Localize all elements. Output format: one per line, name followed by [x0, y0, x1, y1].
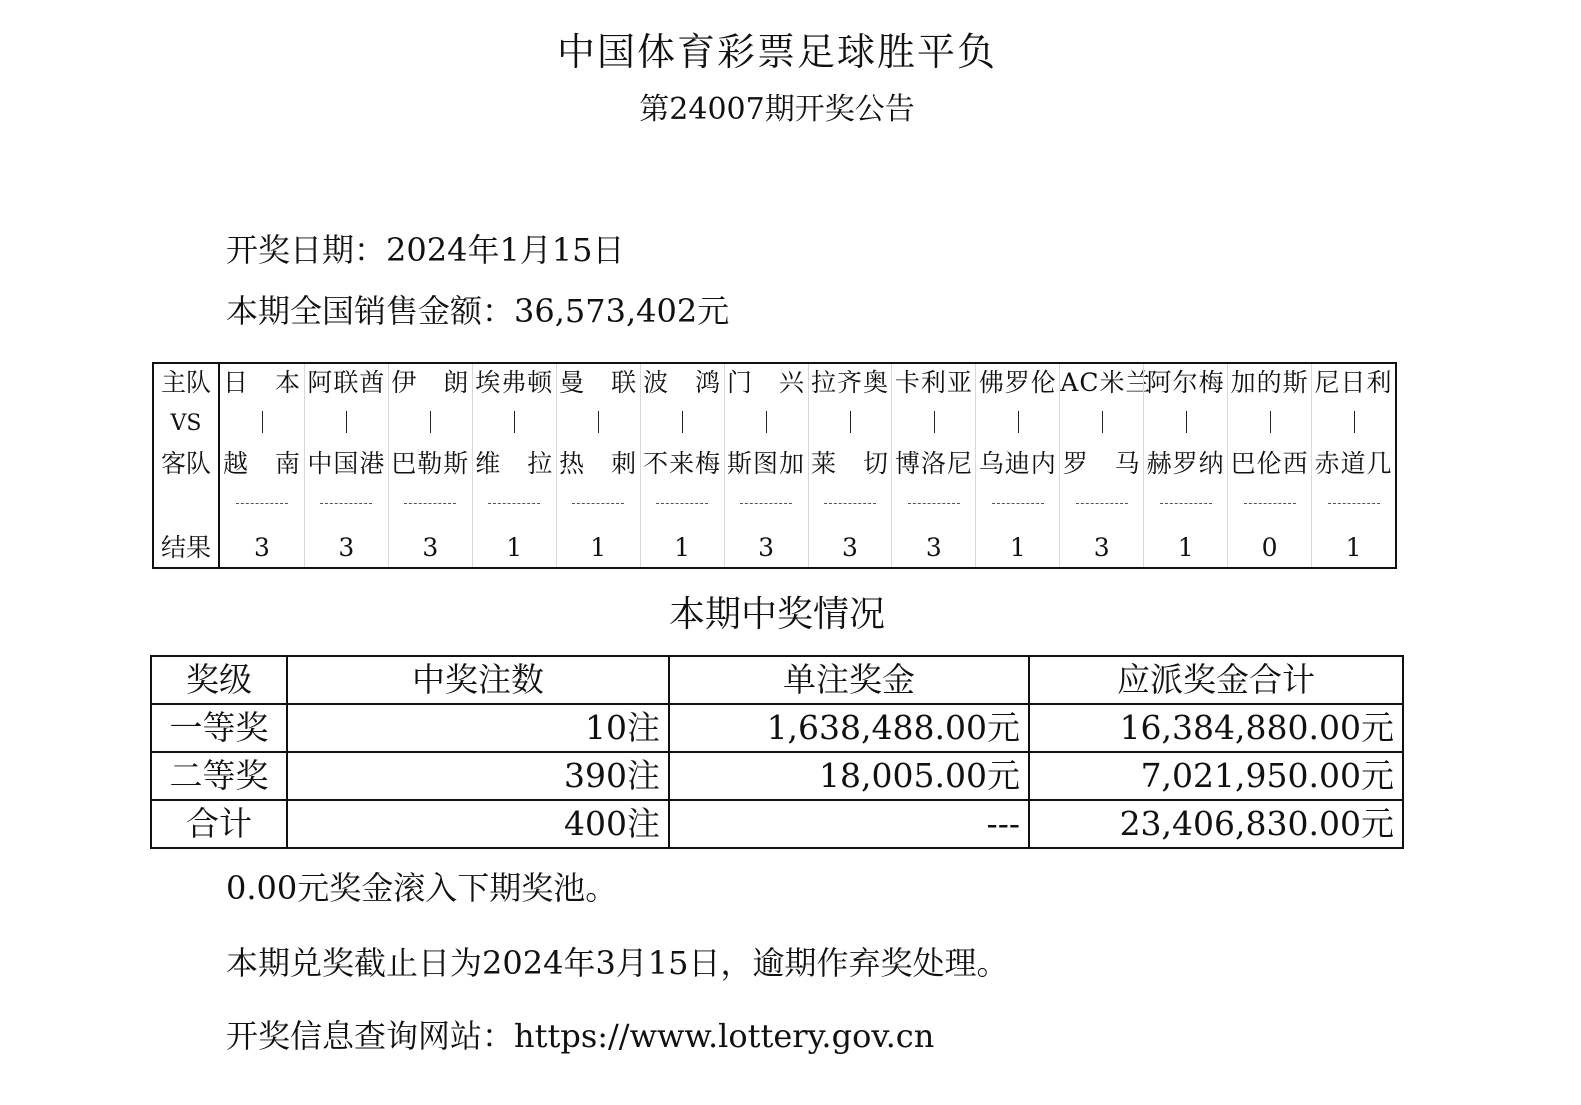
score-separator [404, 503, 456, 504]
match-result: 3 [422, 533, 439, 562]
vs-divider [1354, 411, 1355, 433]
score-separator [824, 503, 876, 504]
claim-deadline: 本期兑奖截止日为2024年3月15日，逾期作弃奖处理。 [226, 944, 1009, 982]
match-column [891, 364, 975, 567]
vs-divider [1018, 411, 1019, 433]
away-team: 维 拉 [475, 449, 554, 478]
home-team: 阿尔梅 [1146, 368, 1225, 397]
sales-amount: 本期全国销售金额：36,573,402元 [226, 292, 730, 330]
home-team: 日 本 [222, 368, 301, 397]
label-vs: VS [170, 411, 202, 436]
score-separator [572, 503, 624, 504]
match-result: 1 [1009, 533, 1026, 562]
prize-total: 16,384,880.00元 [1029, 704, 1403, 752]
score-separator [320, 503, 372, 504]
home-team: 尼日利 [1314, 368, 1393, 397]
vs-divider [346, 411, 347, 433]
match-column [975, 364, 1059, 567]
prize-header-row [151, 656, 1403, 704]
match-result: 3 [842, 533, 858, 562]
away-team: 中国港 [307, 449, 386, 478]
match-column [472, 364, 556, 567]
prize-total: 23,406,830.00元 [1029, 800, 1403, 848]
prize-table [150, 655, 1404, 849]
col-header-total: 应派奖金合计 [1029, 656, 1403, 704]
home-team: 阿联酋 [307, 368, 386, 397]
vs-divider [1102, 411, 1103, 433]
match-column [304, 364, 388, 567]
prize-level: 一等奖 [151, 704, 287, 752]
away-team: 赫罗纳 [1146, 449, 1225, 478]
prize-total: 7,021,950.00元 [1029, 752, 1403, 800]
prize-count: 400注 [287, 800, 669, 848]
away-team: 斯图加 [727, 449, 806, 478]
home-team: 门 兴 [727, 368, 806, 397]
away-team: 热 刺 [559, 449, 638, 478]
home-team: 拉齐奥 [810, 368, 889, 397]
match-column [1143, 364, 1227, 567]
prize-unit: 18,005.00元 [669, 752, 1029, 800]
vs-divider [682, 411, 683, 433]
col-header-count: 中奖注数 [287, 656, 669, 704]
vs-divider [262, 411, 263, 433]
away-team: 赤道几 [1314, 449, 1393, 478]
away-team: 越 南 [222, 449, 301, 478]
match-result: 1 [674, 533, 691, 562]
match-result: 0 [1261, 533, 1278, 562]
vs-divider [430, 411, 431, 433]
prize-level: 二等奖 [151, 752, 287, 800]
match-column [556, 364, 640, 567]
prize-unit: --- [669, 800, 1029, 848]
away-team: 莱 切 [810, 449, 889, 478]
page-title: 中国体育彩票足球胜平负 [556, 30, 997, 74]
label-result: 结果 [160, 533, 211, 562]
home-team: 波 鸿 [643, 368, 722, 397]
table-row [151, 704, 1403, 752]
away-team: 巴伦西 [1230, 449, 1309, 478]
match-result: 3 [338, 533, 355, 562]
match-column [724, 364, 808, 567]
home-team: 加的斯 [1230, 368, 1309, 397]
match-result: 1 [506, 533, 523, 562]
match-result: 1 [1177, 533, 1194, 562]
away-team: 博洛尼 [894, 449, 973, 478]
match-result: 3 [758, 533, 774, 562]
match-result: 3 [925, 533, 942, 562]
home-team: 伊 朗 [391, 368, 470, 397]
col-header-level: 奖级 [151, 656, 287, 704]
vs-divider [514, 411, 515, 433]
score-separator [1244, 503, 1296, 504]
prize-level: 合计 [151, 800, 287, 848]
score-separator [1160, 503, 1212, 504]
match-column [1059, 364, 1152, 567]
website-link[interactable]: 开奖信息查询网站：https://www.lottery.gov.cn [226, 1017, 935, 1055]
home-team: 曼 联 [559, 368, 638, 397]
score-separator [1328, 503, 1380, 504]
match-column [1311, 364, 1395, 567]
match-result: 1 [590, 533, 607, 562]
col-header-unit: 单注奖金 [669, 656, 1029, 704]
vs-divider [1270, 411, 1271, 433]
prize-unit: 1,638,488.00元 [669, 704, 1029, 752]
score-separator [1076, 503, 1128, 504]
home-team: 埃弗顿 [475, 368, 554, 397]
match-result: 3 [1093, 533, 1110, 562]
score-separator [488, 503, 540, 504]
page-subtitle: 第24007期开奖公告 [639, 92, 915, 127]
match-column [1227, 364, 1311, 567]
score-separator [992, 503, 1044, 504]
score-separator [908, 503, 960, 504]
table-row [151, 752, 1403, 800]
match-column [640, 364, 724, 567]
away-team: 巴勒斯 [391, 449, 470, 478]
rollover-note: 0.00元奖金滚入下期奖池。 [226, 869, 618, 907]
prize-heading: 本期中奖情况 [668, 594, 885, 635]
match-table [152, 362, 1397, 569]
vs-divider [766, 411, 767, 433]
match-column [220, 364, 304, 567]
score-separator [740, 503, 792, 504]
prize-count: 390注 [287, 752, 669, 800]
vs-divider [1186, 411, 1187, 433]
home-team: 卡利亚 [894, 368, 973, 397]
vs-divider [850, 411, 851, 433]
home-team: 佛罗伦 [978, 368, 1057, 397]
away-team: 罗 马 [1062, 449, 1141, 478]
match-result: 3 [254, 533, 270, 562]
prize-count: 10注 [287, 704, 669, 752]
label-away: 客队 [160, 449, 211, 478]
vs-divider [598, 411, 599, 433]
home-team: AC米兰 [1060, 368, 1152, 397]
match-result: 1 [1345, 533, 1362, 562]
row-label-column [154, 364, 220, 567]
away-team: 乌迪内 [978, 449, 1057, 478]
vs-divider [934, 411, 935, 433]
table-row [151, 800, 1403, 848]
score-separator [656, 503, 708, 504]
label-home: 主队 [160, 368, 211, 397]
away-team: 不来梅 [643, 449, 722, 478]
match-column [808, 364, 892, 567]
draw-date: 开奖日期：2024年1月15日 [226, 231, 625, 269]
score-separator [236, 503, 288, 504]
match-column [388, 364, 472, 567]
